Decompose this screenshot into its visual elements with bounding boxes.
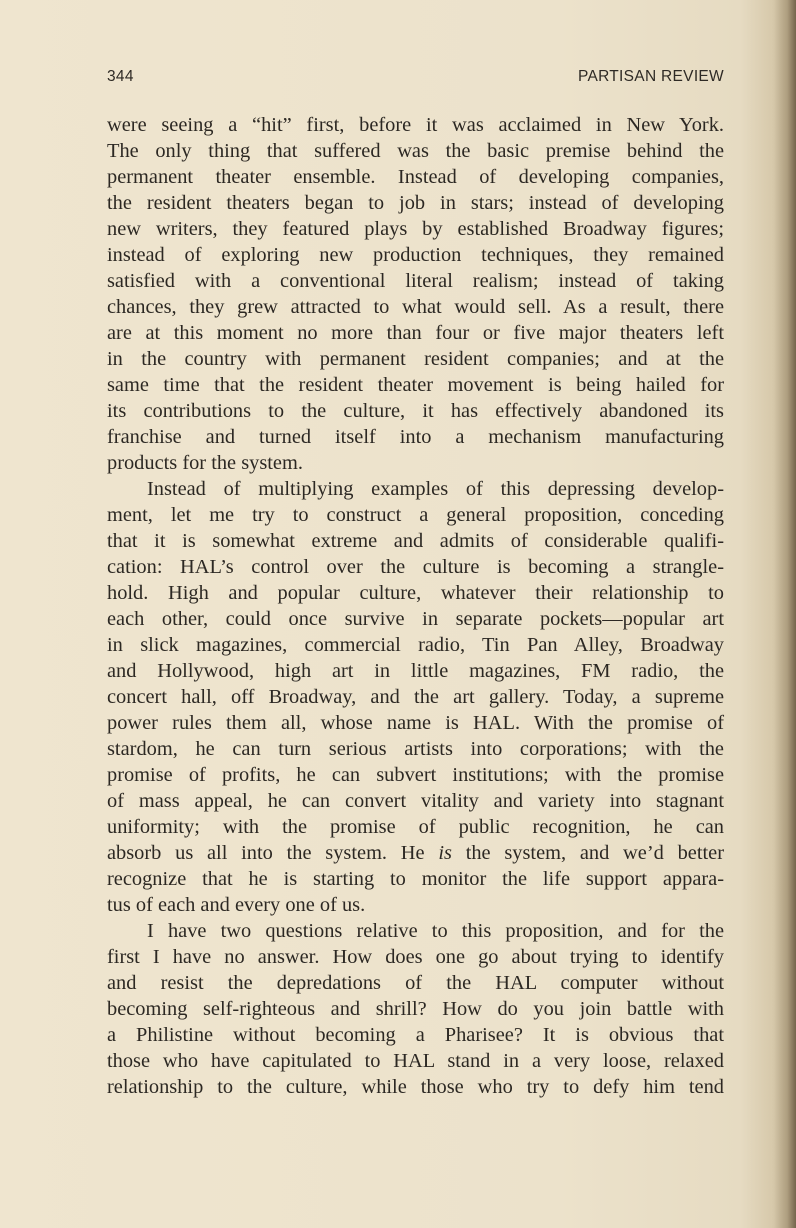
text-line: hold. High and popular culture, whatever their relationship to (107, 582, 724, 604)
text-line: I have two questions relative to this proposition, and for the (147, 920, 724, 942)
text-line: chances, they grew attracted to what would sell. As a result, there (107, 296, 724, 318)
text-line: cation: HAL’s control over the culture is becoming a strangle- (107, 556, 724, 578)
emphasis-word: is (438, 842, 452, 864)
text-line: relationship to the culture, while those who try to defy him tend (107, 1076, 724, 1098)
text-line: recognize that he is starting to monitor the life support appara- (107, 868, 724, 890)
text-line: ment, let me try to construct a general proposition, conceding (107, 504, 724, 526)
text-line: the resident theaters began to job in stars; instead of developing (107, 192, 724, 214)
text-line: power rules them all, whose name is HAL. With the promise of (107, 712, 724, 734)
text-line: its contributions to the culture, it has effectively abandoned its (107, 400, 724, 422)
page-number: 344 (107, 68, 134, 85)
text-line: franchise and turned itself into a mechanism manufacturing (107, 426, 724, 448)
text-line: concert hall, off Broadway, and the art gallery. Today, a supreme (107, 686, 724, 708)
text-line: first I have no answer. How does one go about trying to identify (107, 946, 724, 968)
text-line: of mass appeal, he can convert vitality and variety into stagnant (107, 790, 724, 812)
text-line: tus of each and every one of us. (107, 894, 366, 916)
text-line: uniformity; with the promise of public recognition, he can (107, 816, 724, 838)
text-line: a Philistine without becoming a Pharisee? It is obvious that (107, 1024, 724, 1046)
running-head: PARTISAN REVIEW (577, 68, 724, 85)
text-line: that it is somewhat extreme and admits of considerable qualifi- (107, 530, 724, 552)
text-line: same time that the resident theater movement is being hailed for (107, 374, 724, 396)
text-fragment: the system, and we’d better (451, 842, 724, 864)
page-header (107, 68, 724, 90)
paragraph-3 (107, 918, 724, 1100)
paragraph-2 (107, 476, 724, 918)
text-line: products for the system. (107, 452, 303, 474)
text-line: instead of exploring new production techniques, they remained (107, 244, 724, 266)
text-line: new writers, they featured plays by established Broadway figures; (107, 218, 724, 240)
body-text (107, 112, 724, 1100)
text-line: those who have capitulated to HAL stand in a very loose, relaxed (107, 1050, 724, 1072)
text-line: promise of profits, he can subvert institutions; with the promise (107, 764, 724, 786)
text-line: becoming self-righteous and shrill? How do you join battle with (107, 998, 724, 1020)
text-line: in slick magazines, commercial radio, Tin Pan Alley, Broadway (107, 634, 724, 656)
paragraph-1 (107, 112, 724, 476)
text-line: and resist the depredations of the HAL computer without (107, 972, 724, 994)
text-line: in the country with permanent resident companies; and at the (107, 348, 724, 370)
text-line: satisfied with a conventional literal realism; instead of taking (107, 270, 724, 292)
text-line: each other, could once survive in separate pockets—popular art (107, 608, 724, 630)
text-line: are at this moment no more than four or five major theaters left (107, 322, 724, 344)
page-edge-shadow (774, 0, 796, 1228)
text-line: permanent theater ensemble. Instead of developing companies, (107, 166, 724, 188)
text-fragment: absorb us all into the system. He (107, 842, 439, 864)
text-line: The only thing that suffered was the basic premise behind the (107, 140, 724, 162)
text-line: and Hollywood, high art in little magazines, FM radio, the (107, 660, 724, 682)
text-line: Instead of multiplying examples of this depressing develop- (147, 478, 724, 500)
text-line-emphasis (107, 840, 724, 866)
text-line: stardom, he can turn serious artists into corporations; with the (107, 738, 724, 760)
text-line: were seeing a “hit” first, before it was acclaimed in New York. (107, 114, 724, 136)
